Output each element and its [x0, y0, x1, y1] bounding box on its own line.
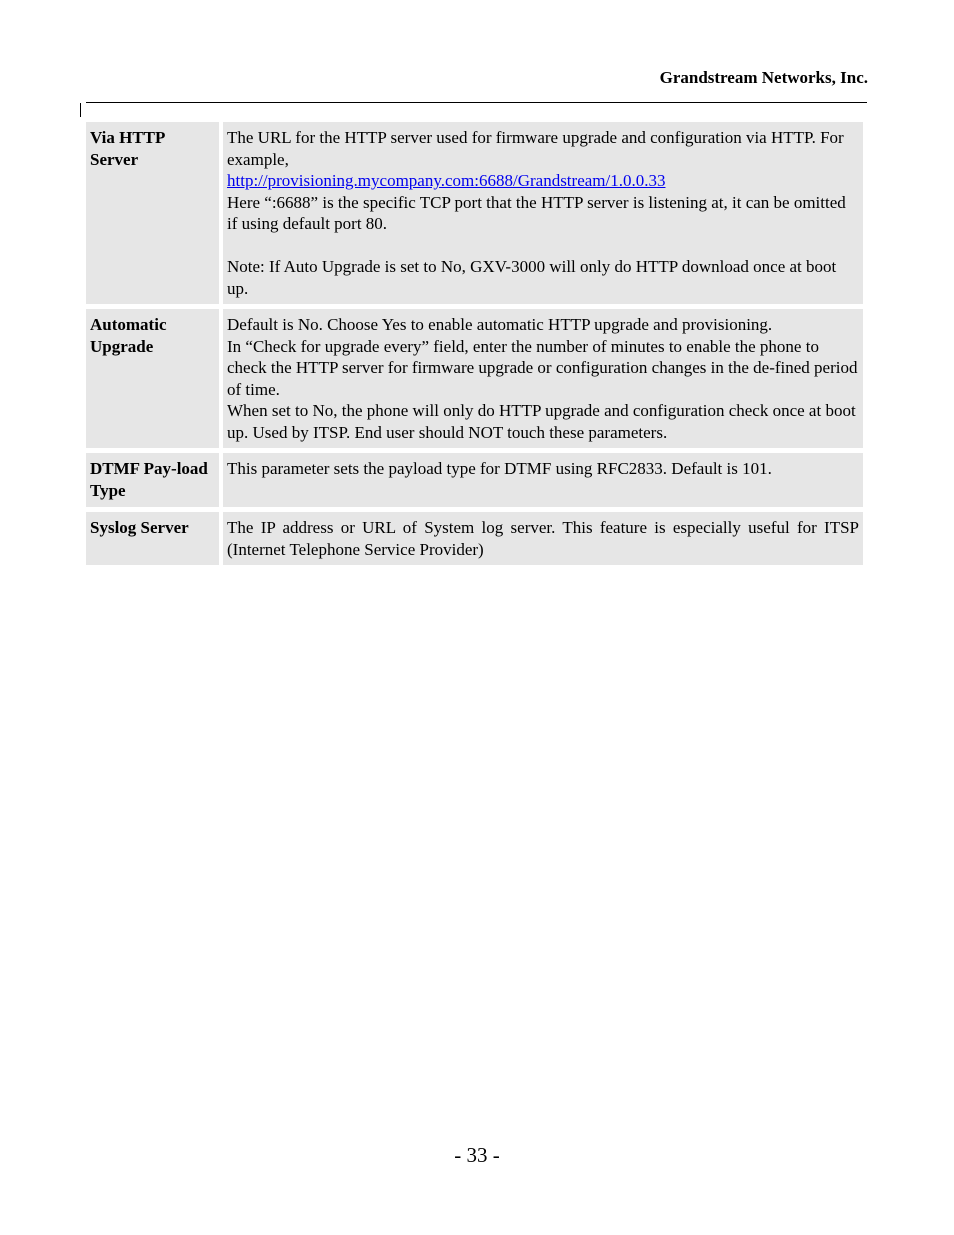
change-bar	[80, 103, 81, 117]
header-company-name: Grandstream Networks, Inc.	[659, 68, 868, 87]
param-name	[86, 309, 223, 448]
description-note: Note: If Auto Upgrade is set to No, GXV-3000 will only do HTTP download once at boot up.	[227, 257, 837, 298]
param-name	[86, 512, 223, 565]
description-text: In “Check for upgrade every” field, enter the number of minutes to enable the phone to check the HTTP server for firmware upgrade or configuration changes in the de-fined period of time.	[227, 336, 858, 399]
description-text: When set to No, the phone will only do HTTP upgrade and configuration check once at boot up. Used by ITSP. End user should NOT touch these parameters.	[227, 401, 856, 442]
description-text: This parameter sets the payload type for DTMF using RFC2833. Default is 101.	[227, 459, 772, 478]
param-name-text: DTMF Pay-load Type	[90, 459, 208, 500]
description-text: Default is No. Choose Yes to enable automatic HTTP upgrade and provisioning.	[227, 315, 773, 334]
table-row	[86, 122, 863, 304]
param-name-text: Automatic Upgrade	[90, 315, 167, 356]
description-text: The IP address or URL of System log server. This feature is especially useful for ITSP (Internet Telephone Service Provider)	[227, 518, 859, 559]
table-row	[86, 512, 863, 565]
header-rule	[86, 102, 867, 103]
param-name-text: Via HTTP Server	[90, 128, 165, 169]
param-name	[86, 122, 223, 304]
description-text: The URL for the HTTP server used for firmware upgrade and configuration via HTTP. For example,	[227, 128, 844, 169]
example-url-link[interactable]: http://provisioning.mycompany.com:6688/Grandstream/1.0.0.33	[227, 171, 666, 190]
param-name-text: Syslog Server	[90, 518, 189, 537]
table-row	[86, 453, 863, 507]
param-description	[223, 453, 863, 507]
param-description	[223, 512, 863, 565]
description-text: Here “:6688” is the specific TCP port that the HTTP server is listening at, it can be omitted if using default port 80.	[227, 192, 846, 233]
parameter-table	[86, 117, 863, 570]
page-number: - 33 -	[454, 1143, 500, 1167]
param-description	[223, 122, 863, 304]
table-row	[86, 309, 863, 448]
param-description	[223, 309, 863, 448]
param-name	[86, 453, 223, 507]
